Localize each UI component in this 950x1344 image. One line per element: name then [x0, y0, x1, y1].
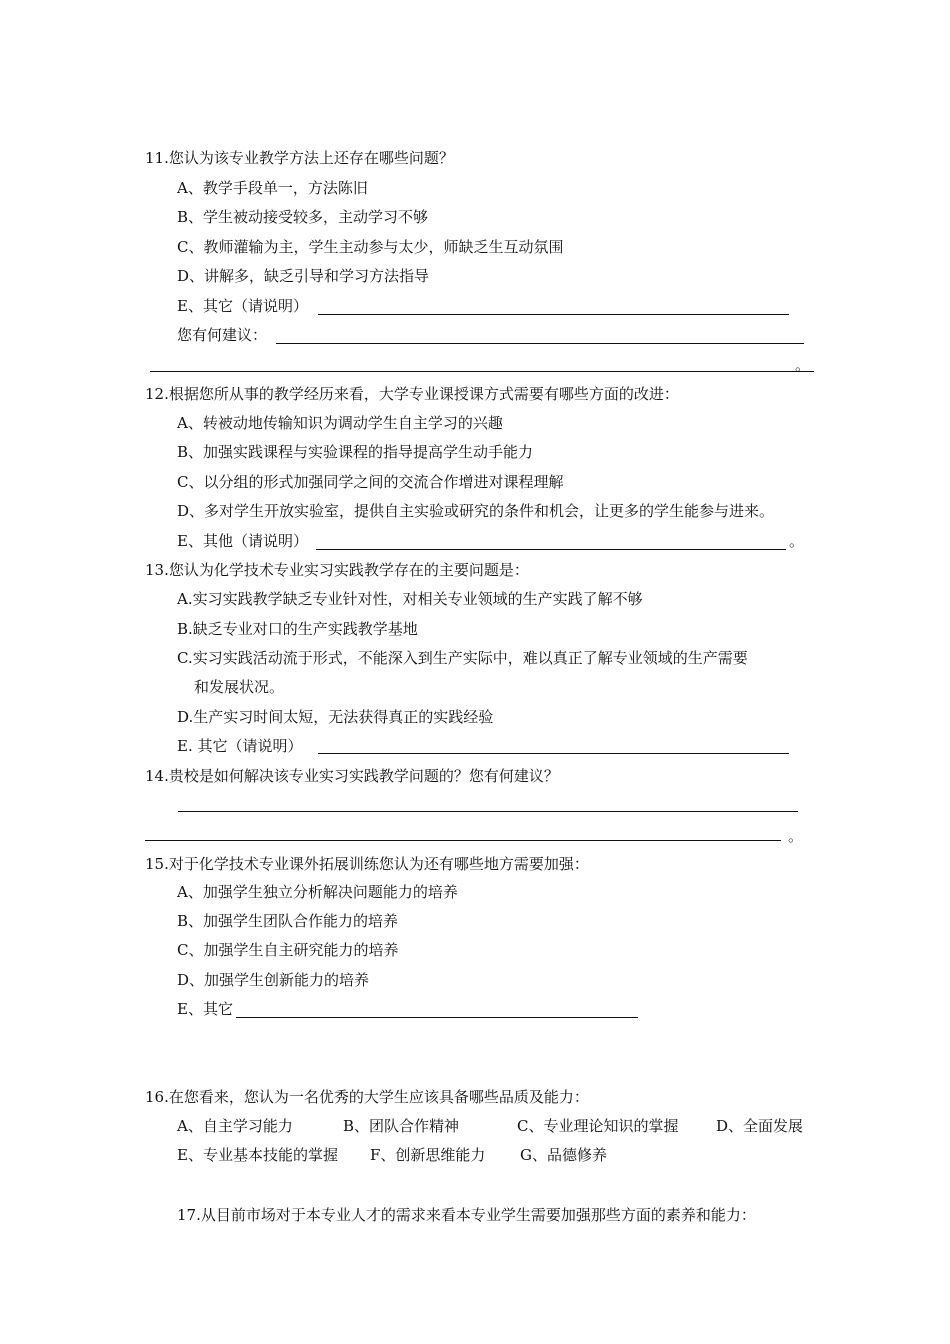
q12-option-e-label: E、其他（请说明）	[177, 532, 308, 550]
q16-option-f: F、创新思维能力	[370, 1146, 486, 1164]
q16-option-d: D、全面发展	[716, 1117, 804, 1135]
q11-other-blank[interactable]	[318, 314, 789, 315]
q13-option-d: D.生产实习时间太短，无法获得真正的实践经验	[177, 708, 494, 726]
q12-title: 12.根据您所从事的教学经历来看，大学专业课授课方式需要有哪些方面的改进：	[145, 385, 679, 403]
q13-option-c: C.实习实践活动流于形式，不能深入到生产实际中，难以真正了解专业领域的生产需要	[177, 649, 748, 667]
q16-title: 16.在您看来，您认为一名优秀的大学生应该具备哪些品质及能力：	[145, 1088, 589, 1106]
q12-option-c: C、以分组的形式加强同学之间的交流合作增进对课程理解	[177, 473, 564, 491]
q11-option-b: B、学生被动接受较多，主动学习不够	[177, 208, 429, 226]
q12-other-blank[interactable]	[316, 549, 786, 550]
q14-answer-blank-1[interactable]	[178, 811, 798, 812]
q14-end-mark: 。	[788, 827, 804, 845]
q15-option-c: C、加强学生自主研究能力的培养	[177, 941, 399, 959]
q17-title: 17.从目前市场对于本专业人才的需求来看本专业学生需要加强那些方面的素养和能力：	[177, 1206, 756, 1224]
q16-option-c: C、专业理论知识的掌握	[517, 1117, 679, 1135]
q16-option-a: A、自主学习能力	[177, 1117, 293, 1135]
q11-suggest-label: 您有何建议：	[177, 326, 268, 344]
q13-option-a: A.实习实践教学缺乏专业针对性，对相关专业领域的生产实践了解不够	[177, 590, 643, 608]
q13-option-e-label: E. 其它（请说明）	[177, 737, 303, 755]
q16-option-e: E、专业基本技能的掌握	[177, 1146, 338, 1164]
q11-suggest-blank-1[interactable]	[276, 343, 804, 344]
q11-option-d: D、讲解多，缺乏引导和学习方法指导	[177, 267, 430, 285]
q11-option-e-label: E、其它（请说明）	[177, 297, 308, 315]
q15-option-a: A、加强学生独立分析解决问题能力的培养	[177, 883, 458, 901]
q12-option-a: A、转被动地传输知识为调动学生自主学习的兴趣	[177, 414, 503, 432]
q12-option-d: D、多对学生开放实验室，提供自主实验或研究的条件和机会，让更多的学生能参与进来。	[177, 502, 775, 520]
q11-suggest-blank-2[interactable]	[150, 371, 814, 372]
q11-option-a: A、教学手段单一，方法陈旧	[177, 179, 368, 197]
q15-option-e-label: E、其它	[177, 1000, 233, 1018]
q12-end-mark: 。	[789, 532, 805, 550]
q12-option-b: B、加强实践课程与实验课程的指导提高学生动手能力	[177, 443, 534, 461]
q11-end-mark: 。	[795, 356, 811, 374]
q15-option-d: D、加强学生创新能力的培养	[177, 971, 370, 989]
q13-option-c-continued: 和发展状况。	[194, 678, 285, 696]
q14-answer-blank-2[interactable]	[145, 840, 781, 841]
q11-title: 11.您认为该专业教学方法上还存在哪些问题？	[145, 149, 454, 167]
q13-option-b: B.缺乏专业对口的生产实践教学基地	[177, 620, 418, 638]
q15-title: 15.对于化学技术专业课外拓展训练您认为还有哪些地方需要加强：	[145, 855, 589, 873]
q16-option-g: G、品德修养	[520, 1146, 607, 1164]
q13-title: 13.您认为化学技术专业实习实践教学存在的主要问题是：	[145, 561, 529, 579]
q15-other-blank[interactable]	[236, 1017, 638, 1018]
q13-other-blank[interactable]	[318, 753, 789, 754]
q11-option-c: C、教师灌输为主，学生主动参与太少，师缺乏生互动氛围	[177, 238, 564, 256]
q16-option-b: B、团队合作精神	[343, 1117, 460, 1135]
q15-option-b: B、加强学生团队合作能力的培养	[177, 912, 399, 930]
q14-title: 14.贵校是如何解决该专业实习实践教学问题的？您有何建议？	[145, 767, 559, 785]
